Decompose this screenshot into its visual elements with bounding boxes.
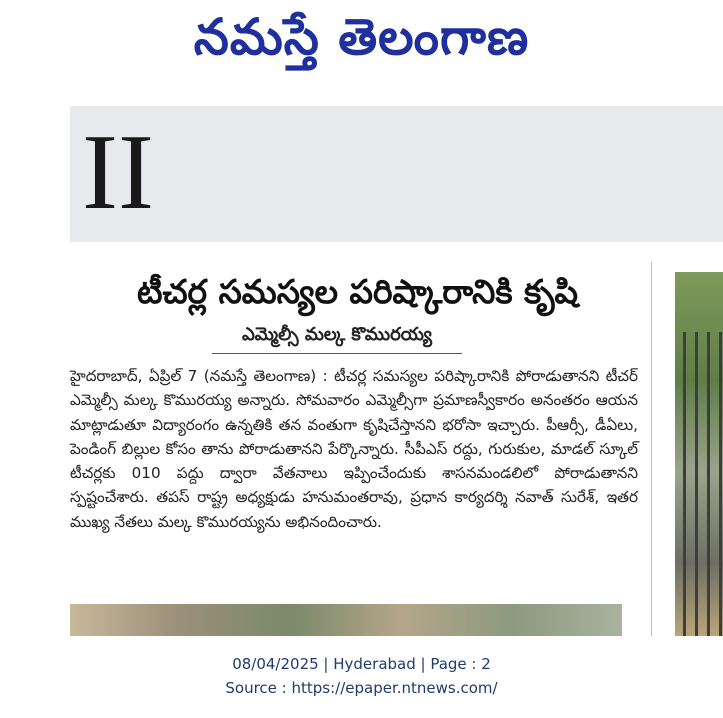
side-photo [675,272,723,636]
section-banner [70,106,723,242]
newspaper-logo: నమస్తే తెలంగాణ [193,8,530,66]
page-footer [0,652,723,700]
column-divider [651,262,652,636]
footer-source-line: Source : https://epaper.ntnews.com/ [225,679,498,697]
article-headline: టీచర్ల సమస్యల పరిష్కారానికి కృషి [137,272,578,311]
footer-date-line: 08/04/2025 | Hyderabad | Page : 2 [232,655,491,673]
article-body: హైదరాబాద్, ఏప్రిల్ 7 (నమస్తే తెలంగాణ) : టీచర్ల సమస్యల పరిష్కారానికి పోరాడుతానని టీచర్ ఎమ్మెల్సీ మల్క కొమురయ్య అన్నారు. సోమవారం ఎమ్మెల్సీగా ప్రమాణస్వీకారం అనంతరం ఆయన మాట్లాడుతూ విద్యారంగం ఉన్నతికి తన వంతుగా కృషిచేస్తానని భరోసా ఇచ్చారు. పీఆర్సీ, డీఏలు, పెండింగ్ బిల్లుల కోసం తాను పోరాడుతానని పేర్కొన్నారు. సీపీఎస్ రద్దు, గురుకుల, మాడల్ స్కూల్ టీచర్లకు 010 పద్దు ద్వారా వేతనాలు ఇప్పించేందుకు శాసనమండలిలో పోరాడుతానని స్పష్టంచేశారు. తపస్ రాష్ట్ర అధ్యక్షుడు హనుమంతరావు, ప్రధాన కార్యదర్శి నవాత్ సురేశ్, ఇతర ముఖ్య నేతలు మల్క కొమురయ్యను అభినందించారు. [70,367,638,531]
masthead [0,0,723,80]
bottom-photo [70,604,622,636]
article-subhead: ఎమ్మెల్సీ మల్క కొమురయ్య [212,324,462,354]
section-numeral: II [82,113,154,232]
